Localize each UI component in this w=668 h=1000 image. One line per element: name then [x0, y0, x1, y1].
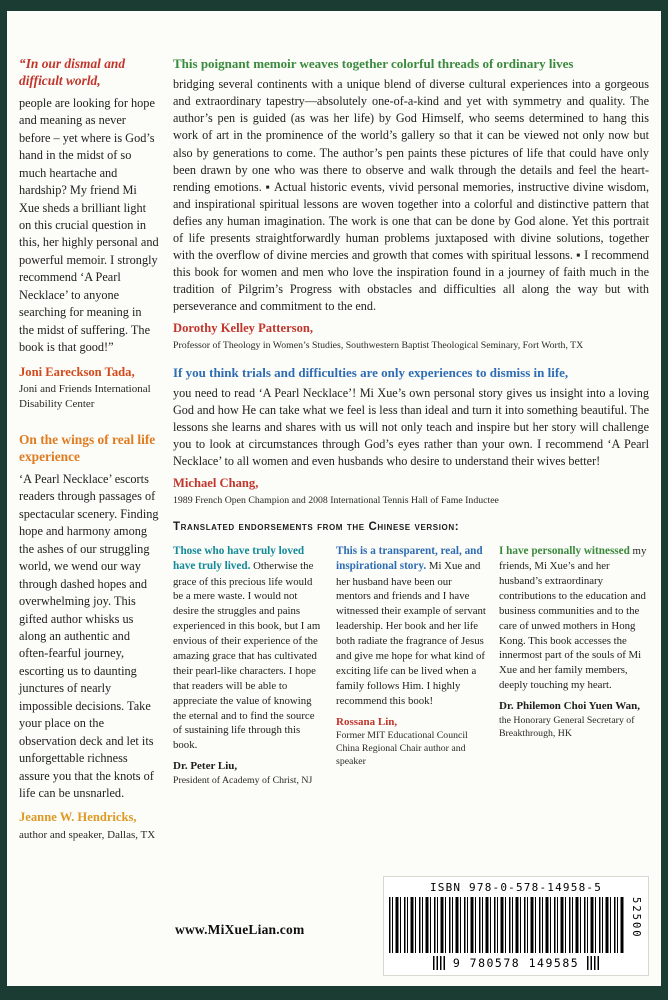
endorsement-jeanne-hendricks [19, 431, 159, 842]
endorsement-heading: On the wings of real life experience [19, 432, 156, 465]
endorsement-body: ‘A Pearl Necklace’ escorts readers through passages of spectacular scenery. Finding hope and harmony among the ashes of our struggling world, we wend our way through dashed hopes and overwhelming joy. This gifted author whisks us along an authentic and often-fearful journey, escorting us to daunting junctures of nearly impossible decisions. Take your place on the observation deck and let its unforgettable richness assure you that the knots of life can be unsnarled. [19, 471, 159, 801]
endorsement-heading: “In our dismal and difficult world, [19, 56, 126, 89]
endorsement-body: Otherwise the grace of this precious life would be a mere waste. I would not desire the struggles and pains experienced in this book, but I am envious of their experience of the amazing grace that has cultivated their pearl-like characters. I hope that readers will be able to appreciate the value of knowing the eternal and to find the source of sustaining life through this book. [173, 560, 321, 752]
endorsement-body: you need to read ‘A Pearl Necklace’! Mi Xue’s own personal story gives us insight into a loving God and how He can take what we feel is less than ideal and turn it into something beautiful. The lessons she learns and shares with us will not only teach and inspire but her story will challenge you to look at circumstances through God’s eyes rather than your own. I recommend ‘A Pearl Necklace’ to all women and even husbands who desire to understand their wives better! [173, 385, 649, 469]
endorsement-dorothy-patterson [173, 55, 649, 353]
barcode-bars-row [389, 897, 643, 953]
endorsement-heading: If you think trials and difficulties are only experiences to dismiss in life, [173, 364, 569, 380]
endorsement-paragraph [173, 544, 323, 754]
website-url: www.MiXueLian.com [175, 922, 305, 938]
endorser-name: Dr. Philemon Choi Yuen Wan, [499, 700, 641, 713]
isbn-number: ISBN 978-0-578-14958-5 [429, 880, 603, 894]
endorser-name: Michael Chang, [173, 476, 259, 491]
endorsement-paragraph [336, 544, 486, 709]
endorsement-heading: Those who have truly loved have truly lived. [173, 544, 305, 573]
left-endorsements-column [19, 55, 159, 976]
endorsement-paragraph [499, 544, 649, 693]
barcode-guard-left [433, 956, 445, 970]
main-endorsements-column [173, 55, 649, 976]
endorser-title: Former MIT Educational Council China Regional Chair author and speaker [336, 730, 468, 767]
endorser-name: Rossana Lin, [336, 715, 398, 728]
endorser-title: President of Academy of Christ, NJ [173, 774, 313, 786]
translated-endorsement-philemon-choi [499, 544, 649, 788]
translated-endorsements-header: Translated endorsements from the Chinese version: [173, 520, 460, 533]
endorsement-heading: This poignant memoir weaves together colorful threads of ordinary lives [173, 56, 574, 71]
endorser-title: Professor of Theology in Women’s Studies, Southwestern Baptist Theological Seminary, Fort Worth, TX [173, 339, 584, 351]
endorsement-heading: This is a transparent, real, and inspirational story. [336, 544, 483, 573]
endorser-name: Dorothy Kelley Patterson, [173, 321, 314, 336]
barcode-price-code: 52500 [630, 896, 642, 939]
ean-number: 9 780578 149585 [452, 955, 580, 970]
endorser-name: Jeanne W. Hendricks, [19, 810, 137, 825]
back-cover-page [7, 11, 661, 986]
translated-endorsement-rossana-lin [336, 544, 486, 788]
translated-endorsement-peter-liu [173, 544, 323, 788]
endorsement-body: people are looking for hope and meaning as never before – yet where is God’s hand in the midst of so much heartache and hardship? My friend Mi Xue sheds a brilliant light on this crucial question in this, her highly personal and powerful memoir. I strongly recommend ‘A Pearl Necklace’ to anyone searching for meaning in the midst of suffering. The book is that good!” [19, 95, 159, 355]
endorser-title: 1989 French Open Champion and 2008 International Tennis Hall of Fame Inductee [173, 494, 499, 506]
endorser [173, 320, 649, 352]
translated-endorsement-columns [173, 544, 649, 788]
endorsement-body: bridging several continents with a unique blend of diverse cultural experiences into a gorgeous and extraordinary tapestry—absolutely one-of-a-kind and yet with symmetry and quality. The author’s pen is guided (as was her life) by God Himself, who seems determined to hang this work of art in the prominence of the world’s gallery so that it can be viewed not only now but also by generations to come. The author’s pen paints these pictures of life that could have only been drawn by one who was there to observe and walk through the details and feel the heart-rending emotions. ▪ Actual historic events, vivid personal memories, instructive divine wisdom, and inspirational spiritual lessons are woven together into a colorful and distinctive pattern that defies any human imagination. The work is one that can be done by God alone. Yet this portrait of life presents straightforwardly human problems juxtaposed with divine solutions, together with the overflow of divine mercies and growth that comes with spiritual lessons. ▪ I recommend this book for women and men who love the inspiration found in a journey of faith much in the tradition of Pilgrim’s Progress with obstacles and difficulties all along the way but with perseverance and commitment to the end. [173, 77, 649, 314]
barcode-bars [389, 897, 624, 953]
endorser-title: Joni and Friends International Disability Center [19, 383, 151, 410]
ean-row [389, 955, 643, 971]
isbn-barcode-box [383, 876, 649, 976]
barcode-guard-right [587, 956, 599, 970]
endorsement-joni-eareckson-tada [19, 55, 159, 411]
endorsement-michael-chang [173, 364, 649, 508]
endorser [173, 475, 649, 507]
endorser-title: author and speaker, Dallas, TX [19, 828, 156, 841]
endorser-title: the Honorary General Secretary of Breakthrough, HK [499, 714, 635, 739]
endorsement-body: my friends, Mi Xue’s and her husband’s extraordinary contributions to the education and business communities and to the care of unwed mothers in Hong Kong. This book accesses the innermost part of the souls of Mi Xue and her family members, deeply touching my heart. [499, 544, 647, 692]
endorser-name: Dr. Peter Liu, [173, 760, 238, 773]
endorsement-body: Mi Xue and her husband have been our mentors and friends and I have witnessed their example of servant leadership. Her book and her life both radiate the fragrance of Jesus and give me hope for what kind of exciting life can be lived when a family follows Him. I highly recommend this book! [336, 560, 486, 707]
endorser-name: Joni Eareckson Tada, [19, 364, 135, 379]
endorsement-heading: I have personally witnessed [499, 544, 630, 557]
